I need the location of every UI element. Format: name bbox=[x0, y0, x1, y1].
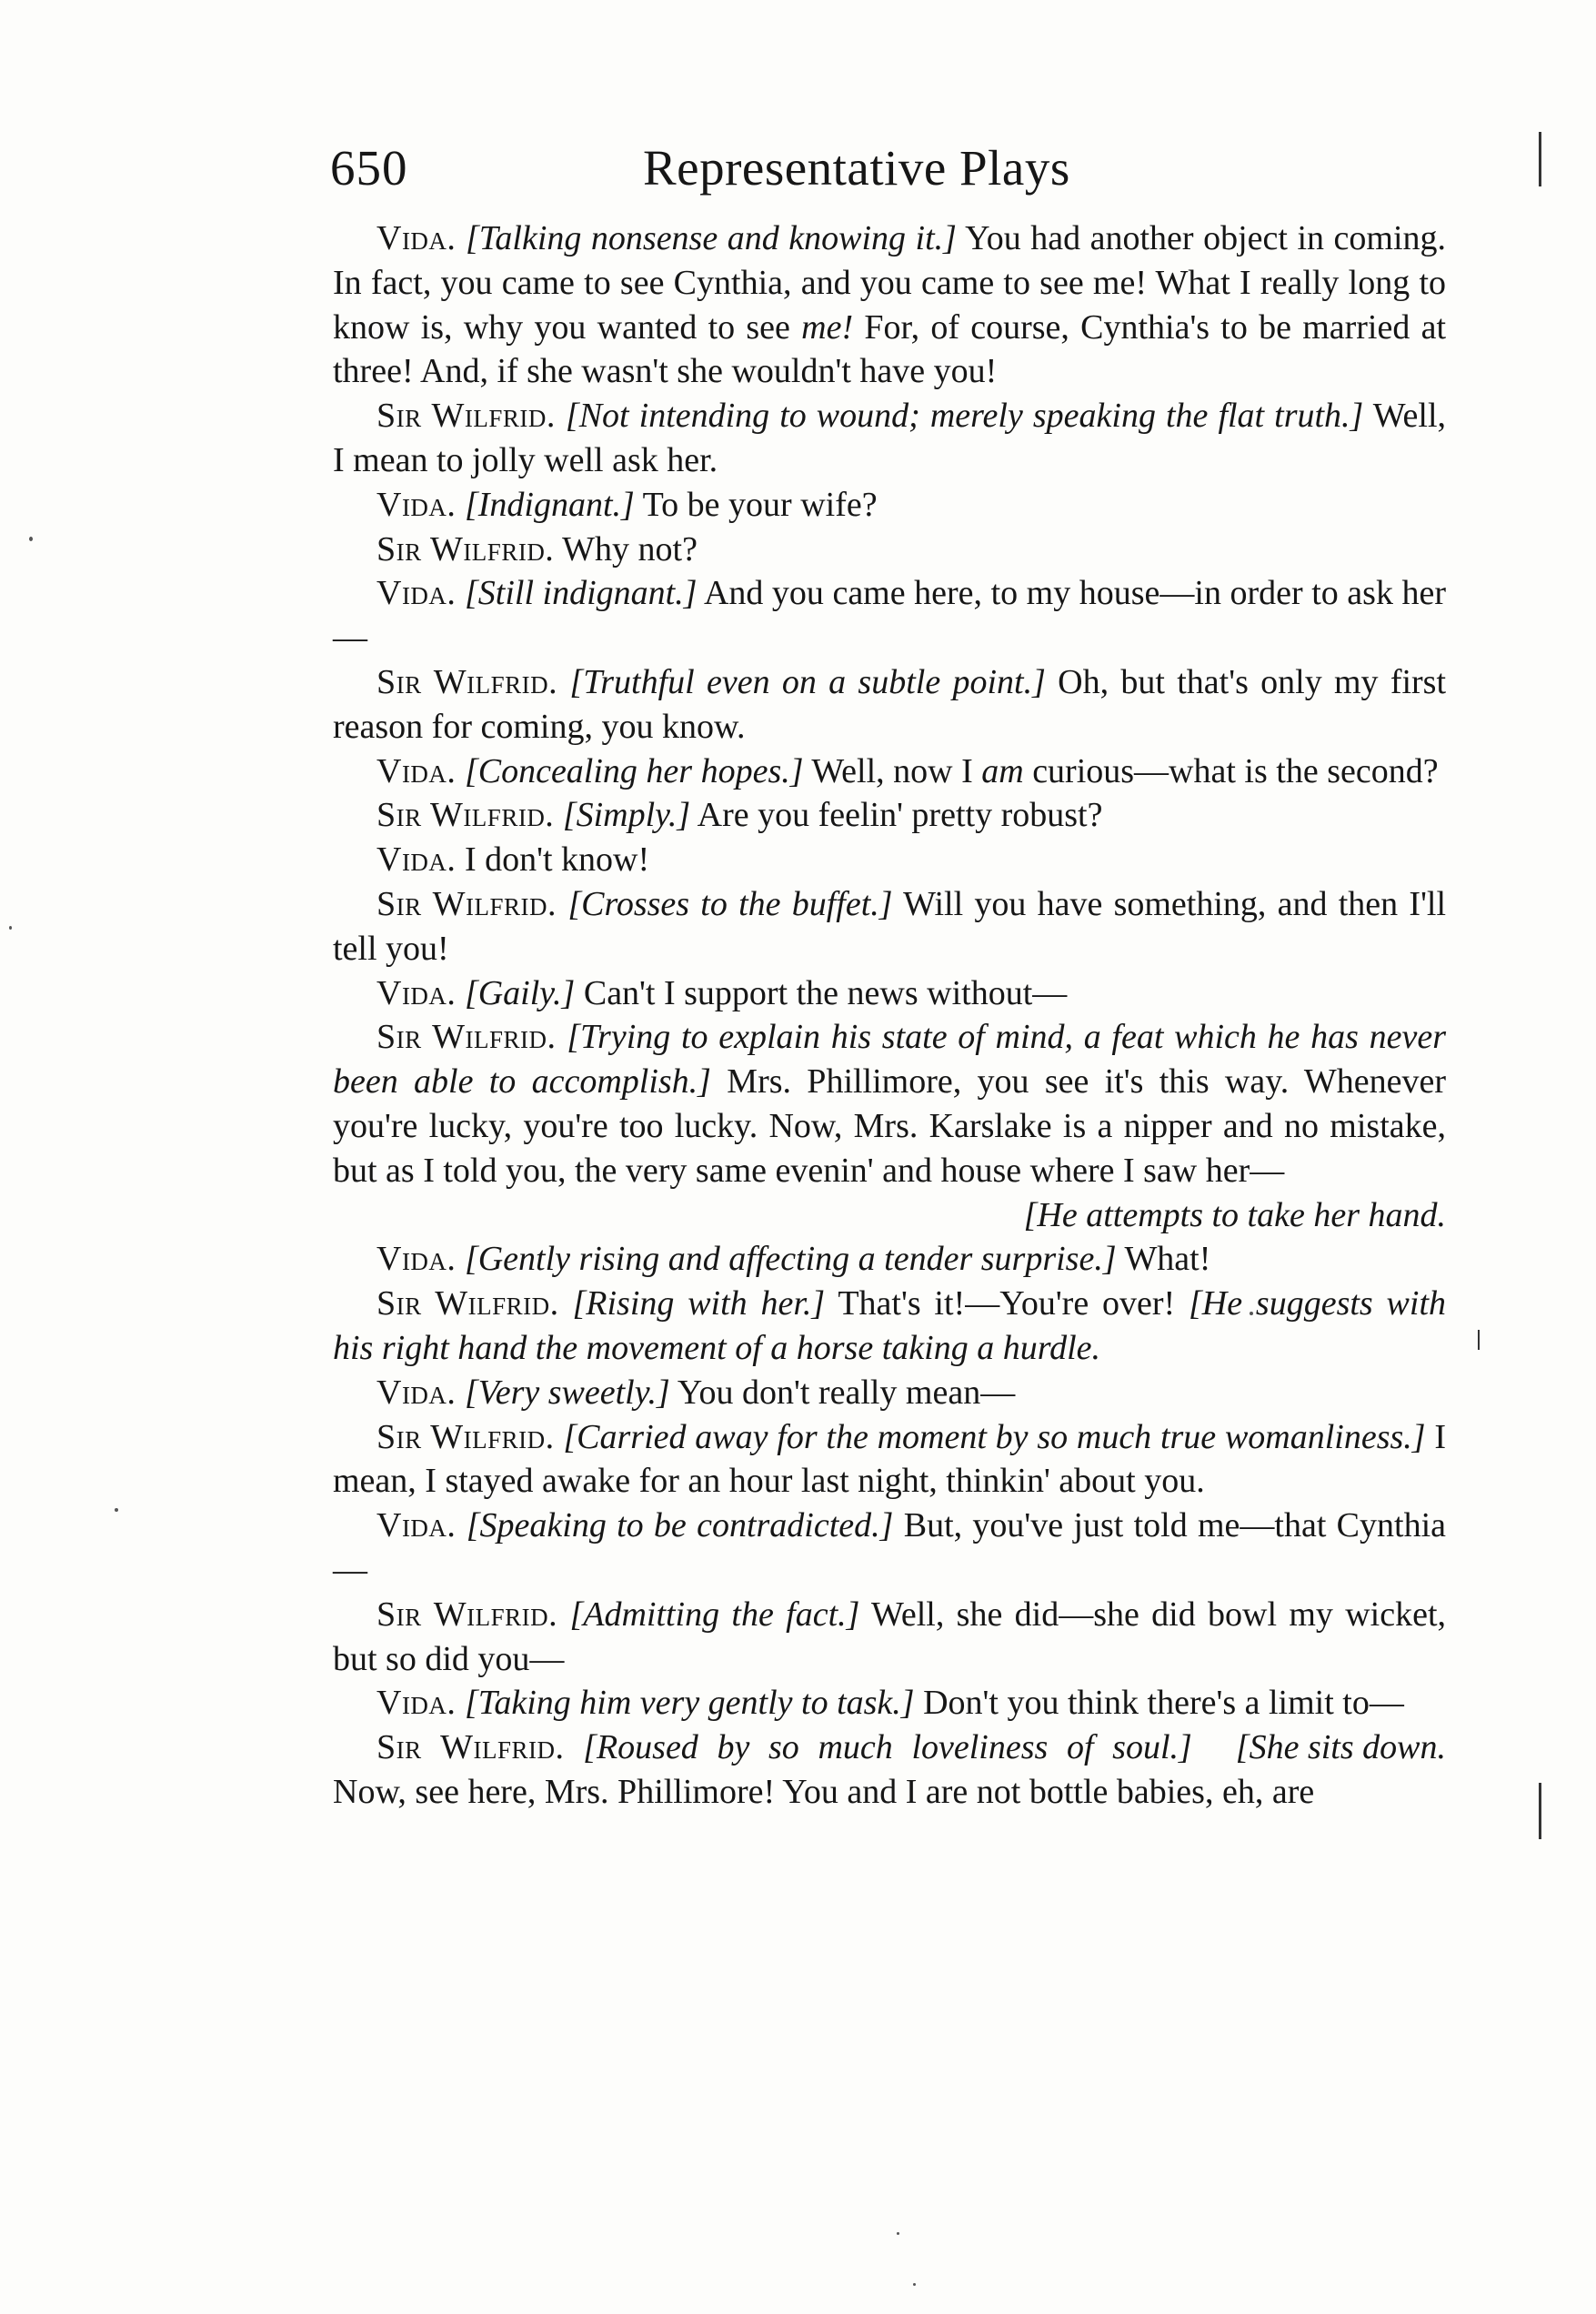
page-header bbox=[330, 136, 1440, 200]
speck bbox=[913, 2283, 916, 2286]
speaker-name: Sir Wilfrid. bbox=[376, 1018, 557, 1057]
speaker-name: Sir Wilfrid. bbox=[376, 1284, 559, 1323]
speaker-name: Vida. bbox=[376, 1506, 457, 1545]
stage-exit: [He attempts to take her hand. bbox=[1023, 1195, 1446, 1234]
speech bbox=[333, 528, 1446, 572]
speck bbox=[29, 537, 33, 541]
speech-text: Well, I mean to jolly well ask her. bbox=[333, 397, 1447, 479]
stage-direction: [He suggests with his right hand the movement of a horse taking a hurdle. bbox=[333, 1284, 1446, 1367]
speech bbox=[333, 1015, 1446, 1192]
speech-text: That's it!—You're over! bbox=[825, 1284, 1189, 1323]
stage-direction: [Talking nonsense and knowing it.] bbox=[465, 219, 957, 257]
speaker-name: Vida. bbox=[376, 973, 457, 1012]
speck bbox=[115, 1508, 118, 1512]
dialogue-text bbox=[333, 216, 1446, 1815]
speech-text: But, you've just told me—that Cynthia— bbox=[333, 1506, 1447, 1589]
stage-direction: [Rising with her.] bbox=[572, 1284, 826, 1323]
speech-text: Now, see here, Mrs. Phillimore! You and I are not bottle babies, eh, are bbox=[333, 1772, 1315, 1811]
speaker-name: Vida. bbox=[376, 1373, 457, 1412]
speech bbox=[333, 838, 1446, 882]
speech bbox=[333, 971, 1446, 1016]
emphasis: me! bbox=[801, 307, 854, 347]
speech-text: Mrs. Phillimore, you see it's this way. Whenever you're lucky, you're too lucky. Now, Mrs. Karslake is a nipper and no mistake, but as I told you, the very same evenin' and house where I saw her— bbox=[333, 1062, 1446, 1190]
speaker-name: Sir Wilfrid. bbox=[376, 529, 555, 568]
speech-text: Are you feelin' pretty robust? bbox=[690, 796, 1103, 835]
speech-text: curious—what is the second? bbox=[1023, 751, 1439, 790]
speech bbox=[333, 1415, 1446, 1504]
speaker-name: Vida. bbox=[376, 485, 457, 524]
speech-text: And you came here, to my house—in order to ask her— bbox=[333, 574, 1447, 658]
stage-direction: [Not intending to wound; merely speaking the flat truth.] bbox=[565, 397, 1364, 436]
margin-mark bbox=[1539, 132, 1541, 186]
speaker-name: Vida. bbox=[376, 574, 457, 613]
margin-mark bbox=[1478, 1330, 1480, 1350]
speech bbox=[333, 1282, 1446, 1371]
speech bbox=[333, 1593, 1446, 1682]
speech bbox=[333, 882, 1446, 971]
speaker-name: Sir Wilfrid. bbox=[376, 662, 558, 701]
stage-direction: [Crosses to the buffet.] bbox=[567, 884, 893, 923]
speech bbox=[333, 750, 1446, 794]
stage-direction: [Indignant.] bbox=[464, 485, 635, 524]
stage-direction: [Gently rising and affecting a tender surprise.] bbox=[464, 1240, 1117, 1279]
stage-direction: [Trying to explain his state of mind, a feat which he has never been able to accomplish.] bbox=[333, 1018, 1446, 1102]
stage-direction: [Roused by so much loveliness of soul.] bbox=[583, 1728, 1192, 1767]
stage-direction: [Admitting the fact.] bbox=[569, 1595, 860, 1634]
speech-text: Will you have something, and then I'll tell you! bbox=[333, 884, 1447, 968]
speech bbox=[333, 1237, 1446, 1282]
speech-text: Well, she did—she did bowl my wicket, but so did you— bbox=[333, 1595, 1447, 1678]
margin-mark bbox=[1539, 1783, 1541, 1839]
speaker-name: Sir Wilfrid. bbox=[376, 1417, 555, 1456]
speaker-name: Vida. bbox=[376, 751, 457, 790]
stage-direction: [Truthful even on a subtle point.] bbox=[569, 662, 1046, 701]
page-number: 650 bbox=[330, 140, 408, 196]
speech bbox=[333, 483, 1446, 528]
stage-direction: [Concealing her hopes.] bbox=[464, 751, 804, 790]
speech-text: I mean, I stayed awake for an hour last night, thinkin' about you. bbox=[333, 1417, 1447, 1501]
speech-text: Don't you think there's a limit to— bbox=[914, 1684, 1404, 1723]
speech bbox=[333, 394, 1446, 483]
speaker-name: Vida. bbox=[376, 219, 457, 257]
stage-direction: [Very sweetly.] bbox=[464, 1373, 670, 1412]
stage-direction: [Carried away for the moment by so much true womanliness.] bbox=[563, 1417, 1426, 1456]
speech-text: Why not? bbox=[562, 529, 698, 568]
stage-direction: [Speaking to be contradicted.] bbox=[466, 1506, 894, 1545]
speech-text: Oh, but that's only my first reason for coming, you know. bbox=[333, 662, 1447, 746]
stage-direction: [Taking him very gently to task.] bbox=[464, 1684, 915, 1723]
speech-text: To be your wife? bbox=[634, 485, 878, 524]
speech-text: I don't know! bbox=[464, 840, 650, 880]
speck bbox=[897, 2232, 899, 2235]
speech-text: Can't I support the news without— bbox=[575, 973, 1068, 1012]
speck bbox=[9, 926, 12, 930]
speech-text: You had another object in coming. In fact, you came to see Cynthia, and you came to see me! What I really long to know is, why you wanted to see bbox=[333, 219, 1446, 347]
speaker-name: Sir Wilfrid. bbox=[376, 1728, 565, 1767]
speech-text: For, of course, Cynthia's to be married at three! And, if she wasn't she wouldn't have you! bbox=[333, 307, 1446, 391]
stage-exit: [She sits down. bbox=[1235, 1728, 1446, 1767]
emphasis: am bbox=[981, 751, 1024, 790]
speaker-name: Sir Wilfrid. bbox=[376, 796, 555, 835]
speaker-name: Sir Wilfrid. bbox=[376, 884, 557, 923]
speaker-name: Sir Wilfrid. bbox=[376, 1595, 558, 1634]
speech bbox=[333, 216, 1446, 394]
speaker-name: Sir Wilfrid. bbox=[376, 397, 556, 436]
speech bbox=[333, 1504, 1446, 1593]
speech bbox=[333, 1371, 1446, 1415]
speech bbox=[333, 571, 1446, 660]
speaker-name: Vida. bbox=[376, 1240, 457, 1279]
stage-direction: [Simply.] bbox=[562, 796, 691, 835]
running-title: Representative Plays bbox=[643, 140, 1070, 196]
speaker-name: Vida. bbox=[376, 1684, 457, 1723]
speech bbox=[333, 793, 1446, 838]
stage-direction: [Still indignant.] bbox=[464, 574, 698, 613]
speech-text: You don't really mean— bbox=[669, 1373, 1016, 1412]
speech bbox=[333, 660, 1446, 750]
speaker-name: Vida. bbox=[376, 840, 457, 880]
speech-text: Well, now I bbox=[803, 751, 982, 790]
speech-text: What! bbox=[1116, 1240, 1211, 1279]
stage-direction: [Gaily.] bbox=[464, 973, 576, 1012]
